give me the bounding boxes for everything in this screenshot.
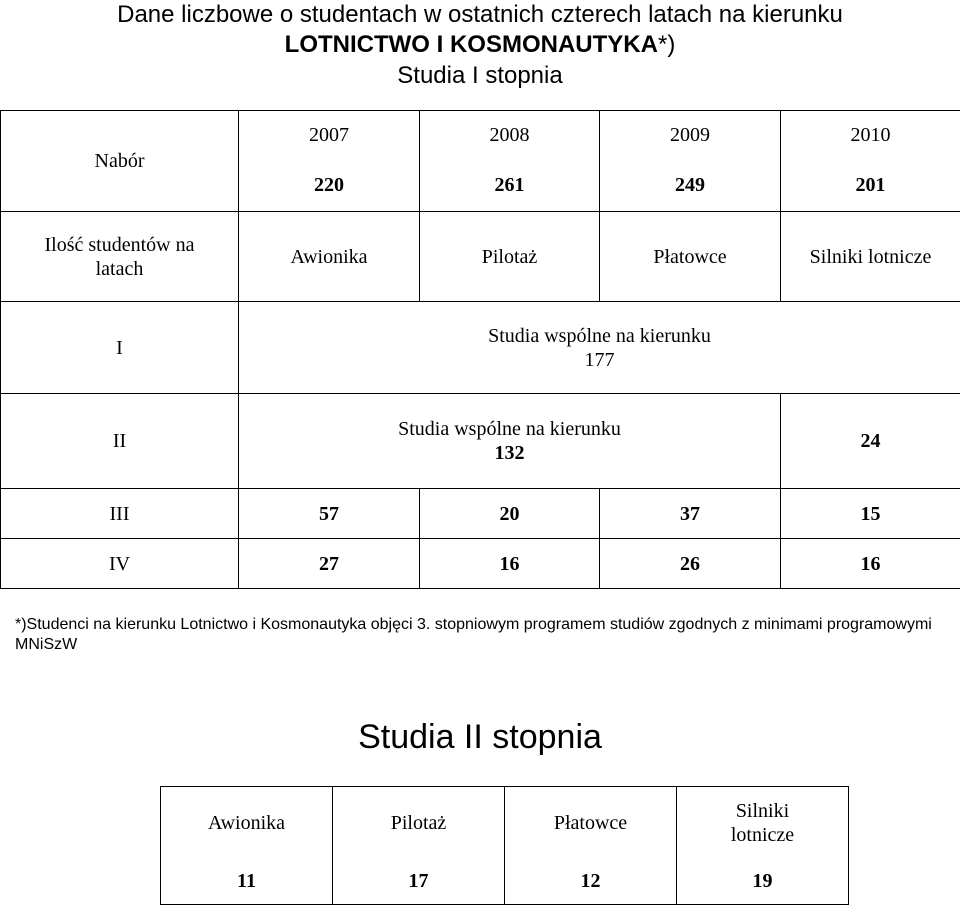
specialization-header: Pilotaż (333, 787, 505, 859)
specialization-header: Silniki lotnicze (677, 787, 849, 859)
common-studies-cell (239, 302, 960, 394)
year-label-III: III (1, 489, 239, 539)
section-title-masters: Studia II stopnia (358, 718, 602, 756)
value-cell: 15 (781, 489, 960, 539)
intake-cell: 220 (239, 160, 420, 212)
specialization-header: Płatowce (600, 212, 781, 302)
footnote: *)Studenci na kierunku Lotnictwo i Kosmonautyka objęci 3. stopniowym programem studiów zgodnych z minimami programowymi MNiSzW (15, 616, 932, 653)
masters-stats-table (160, 786, 849, 905)
specialization-header: Awionika (239, 212, 420, 302)
students-label: Ilość studentów na latach (1, 212, 239, 302)
value-cell: 27 (239, 539, 420, 589)
year-cell: 2009 (600, 111, 781, 160)
year-cell: 2007 (239, 111, 420, 160)
value-cell: 16 (420, 539, 600, 589)
bachelor-stats-table (0, 110, 960, 589)
program-name: LOTNICTWO I KOSMONAUTYKA (284, 31, 658, 58)
value-cell: 37 (600, 489, 781, 539)
common-studies-value: 132 (494, 442, 525, 464)
specialization-header: Awionika (161, 787, 333, 859)
year-label-I: I (1, 302, 239, 394)
nabor-label: Nabór (1, 111, 239, 212)
common-studies-value: 177 (584, 348, 615, 371)
common-studies-text: Studia wspólne na kierunku (488, 324, 711, 347)
header-line-3: Studia I stopnia (397, 62, 563, 89)
specialization-header: Pilotaż (420, 212, 600, 302)
value-cell: 11 (161, 859, 333, 905)
header-line-2 (0, 31, 960, 59)
value-cell: 12 (505, 859, 677, 905)
value-cell: 17 (333, 859, 505, 905)
specialization-header: Silniki lotnicze (781, 212, 960, 302)
value-cell: 26 (600, 539, 781, 589)
year-cell: 2010 (781, 111, 960, 160)
year-label-II: II (1, 394, 239, 489)
specialization-header: Płatowce (505, 787, 677, 859)
value-cell: 57 (239, 489, 420, 539)
year-cell: 2008 (420, 111, 600, 160)
value-cell: 16 (781, 539, 960, 589)
footnote-marker: *) (657, 31, 676, 58)
header-line-1: Dane liczbowe o studentach w ostatnich czterech latach na kierunku (117, 1, 843, 28)
intake-cell: 201 (781, 160, 960, 212)
common-studies-cell (239, 394, 781, 489)
value-cell: 19 (677, 859, 849, 905)
value-cell: 20 (420, 489, 600, 539)
intake-cell: 249 (600, 160, 781, 212)
engines-value-II: 24 (781, 394, 960, 489)
intake-cell: 261 (420, 160, 600, 212)
year-label-IV: IV (1, 539, 239, 589)
common-studies-text: Studia wspólne na kierunku (398, 418, 621, 440)
